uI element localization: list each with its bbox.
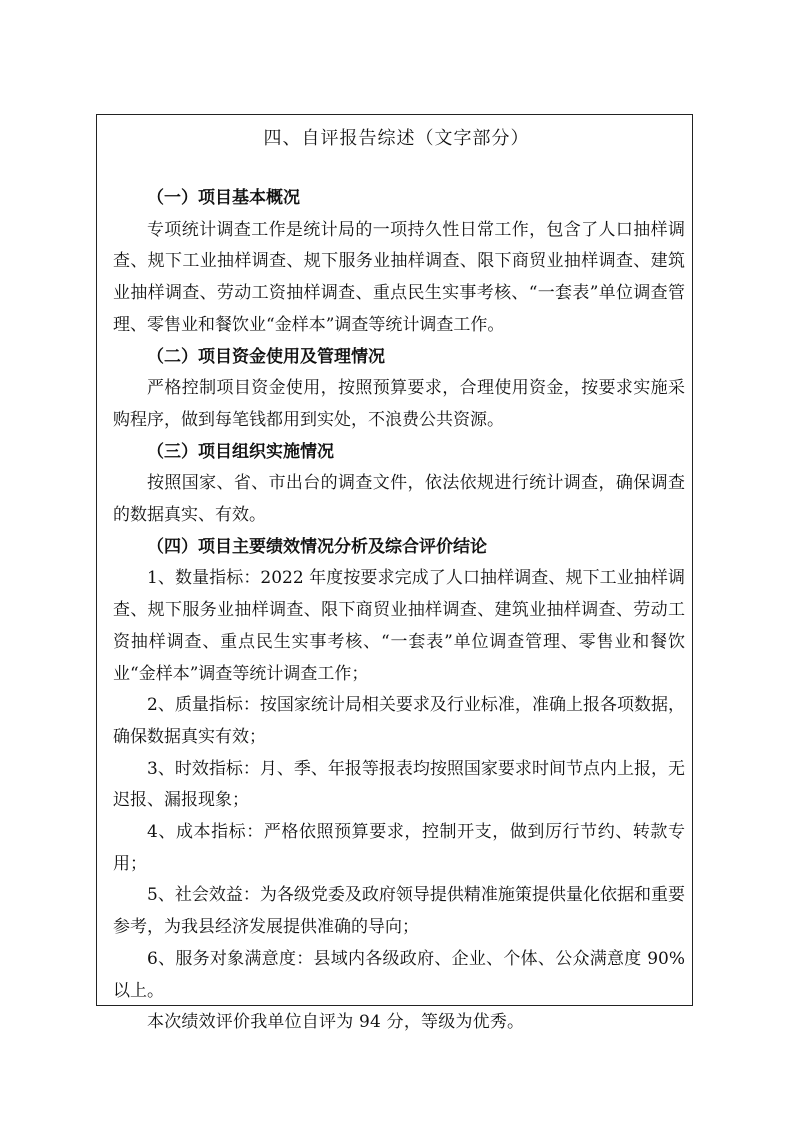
indicator-cost: 4、成本指标：严格依照预算要求，控制开支，做到厉行节约、转款专用； — [113, 822, 685, 874]
section-heading-performance: （四）项目主要绩效情况分析及综合评价结论 — [147, 536, 487, 557]
section-heading-implementation: （三）项目组织实施情况 — [147, 441, 334, 462]
indicator-quantity: 1、数量指标：2022 年度按要求完成了人口抽样调查、规下工业抽样调查、规下服务业抽样调查、限下商贸业抽样调查、建筑业抽样调查、劳动工资抽样调查、重点民生实事考核、“一套表”单位调查管理、零售业和餐饮业“金样本”调查等统计调查工作； — [113, 568, 685, 684]
page-title: 四、自评报告综述（文字部分） — [263, 128, 530, 149]
indicator-quality: 2、质量指标：按国家统计局相关要求及行业标准，准确上报各项数据，确保数据真实有效； — [113, 695, 685, 747]
implementation-paragraph: 按照国家、省、市出台的调查文件，依法依规进行统计调查，确保调查的数据真实、有效。 — [113, 473, 685, 526]
indicator-social-benefit: 5、社会效益：为各级党委及政府领导提供精准施策提供量化依据和重要参考，为我县经济发展提供准确的导向； — [113, 885, 685, 938]
report-body — [113, 183, 685, 1039]
indicator-timeliness: 3、时效指标：月、季、年报等报表均按照国家要求时间节点内上报，无迟报、漏报现象； — [113, 758, 685, 811]
overview-paragraph: 专项统计调查工作是统计局的一项持久性日常工作，包含了人口抽样调查、规下工业抽样调查、规下服务业抽样调查、限下商贸业抽样调查、建筑业抽样调查、劳动工资抽样调查、重点民生实事考核、“一套表”单位调查管理、零售业和餐饮业“金样本”调查等统计调查工作。 — [113, 219, 685, 335]
funds-paragraph: 严格控制项目资金使用，按照预算要求，合理使用资金，按要求实施采购程序，做到每笔钱都用到实处，不浪费公共资源。 — [113, 378, 685, 430]
closing-statement: 本次绩效评价我单位自评为 94 分，等级为优秀。 — [147, 1012, 525, 1033]
indicator-satisfaction: 6、服务对象满意度：县域内各级政府、企业、个体、公众满意度 90%以上。 — [113, 948, 685, 1001]
section-heading-overview: （一）项目基本概况 — [147, 188, 300, 208]
section-heading-funds: （二）项目资金使用及管理情况 — [147, 346, 385, 367]
